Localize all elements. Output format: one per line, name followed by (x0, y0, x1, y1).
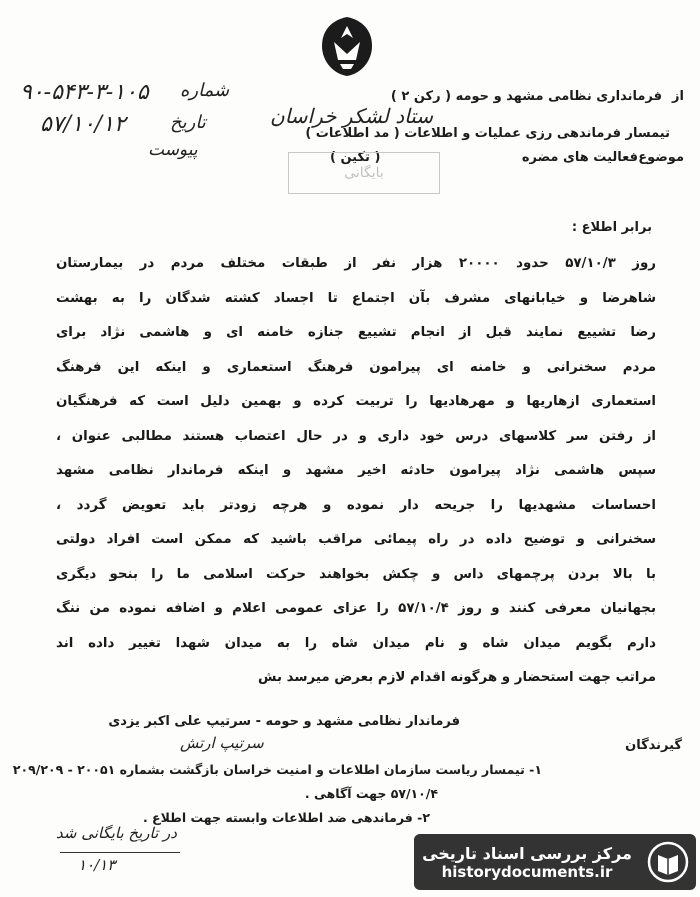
from-text: فرمانداری نظامی مشهد و حومه ( رکن ۲ ) (390, 89, 662, 104)
date-value: ۵۷/۱۰/۱۲ (40, 112, 126, 137)
signature-title: فرماندار نظامی مشهد و حومه - سرتیپ علی اکبر یزدی (108, 714, 460, 729)
recipient-item: ۵۷/۱۰/۴ جهت آگاهی . (304, 786, 438, 801)
body-line: روز ۵۷/۱۰/۳ حدود ۲۰۰۰۰ هزار نفر از طبقات مختلف مردم در بیمارستان (56, 256, 657, 271)
signature-role: سرتیپ ارتش (180, 734, 264, 752)
watermark-logo (414, 834, 696, 890)
recipients-label: گیرندگان (625, 738, 682, 753)
watermark-text (414, 844, 640, 881)
recipient-text: تیمسار فرماندهی رزی عملیات و اطلاعات ( مد اطلاعات ) (305, 126, 670, 141)
body-line: از رفتن سر کلاسهای درس خود داری و در حال اعتصاب هستند مطالبی عنوان ، (56, 428, 656, 444)
from-label: از (672, 89, 684, 104)
number-value: ۹۰-۵۴۳-۳-۱۰۵ (20, 80, 149, 105)
archive-stamp: بایگانی (288, 152, 440, 194)
body-line: بجهانیان معرفی کنند و روز ۵۷/۱۰/۴ را عزای عمومی اعلام و اضافه نموده من ننگ (56, 601, 656, 616)
number-label: شماره (180, 80, 230, 101)
subject-text: فعالیت های مضره (521, 150, 638, 165)
body-line: شاهرضا و خیابانهای مشرف بآن اجتماع تا اجساد کشته شدگان را به بهشت (56, 290, 656, 306)
body-line: استعماری ازهاریها و مهرهادیها را تربیت کرده و بهمین دلیل است که فرهنگیان (56, 394, 656, 409)
body-line: احساسات مشهدیها را جریحه دار نموده و هرچه زودتر باید تعویض گردد ، (56, 497, 656, 513)
body-line: مردم سخنرانی و خامنه ای پیرامون فرهنگ استعماری و اینکه این فرهنگ (56, 359, 656, 375)
handwritten-note: در تاریخ بایگانی شد (56, 824, 177, 842)
subject-label: موضوع (638, 150, 684, 165)
body-line: سپس هاشمی نژاد پیرامون حادثه اخیر مشهد و اینکه فرماندار نظامی مشهد (56, 463, 656, 478)
handwritten-date: ۱۰/۱۳ (78, 856, 116, 874)
salutation: برابر اطلاع : (571, 220, 652, 235)
attachment-label: پیوست (148, 140, 198, 160)
watermark-book-icon (640, 834, 696, 890)
classification-text: ( تکین ) (330, 150, 381, 165)
body-line: رضا تشییع نمایند قبل از انجام تشییع جنازه خامنه ای و هاشمی نژاد برای (56, 325, 656, 340)
body-line: دارم بگویم میدان شاه و نام میدان شاه را به میدان شهدا تغییر داده اند (56, 635, 656, 651)
recipient-item: ۱- تیمسار ریاست سازمان اطلاعات و امنیت خراسان بازگشت بشماره ۲۰۰۵۱ - ۲۰۹/۲۰۹ (12, 762, 542, 777)
note-divider (60, 852, 180, 853)
body-line: با بالا بردن پرچمهای داس و چکش بخواهند حرکت اسلامی ما را بنحو دیگری (56, 566, 656, 582)
date-label: تاریخ (170, 112, 206, 133)
body-line: سخنرانی و توضیح داده در راه پیمائی مراقب باشید که ممکن است افراد دولتی (56, 532, 656, 547)
watermark-url: historydocuments.ir (441, 862, 613, 881)
body-line: مراتب جهت استحضار و هرگونه اقدام لازم بعرض میرسد بش (258, 670, 656, 685)
army-emblem-icon (318, 14, 376, 78)
org-handwritten: ستاد لشکر خراسان (270, 104, 434, 128)
recipient-item: ۲- فرماندهی ضد اطلاعات وابسته جهت اطلاع . (142, 810, 430, 825)
watermark-title: مرکز بررسی اسناد تاریخی (422, 843, 632, 863)
